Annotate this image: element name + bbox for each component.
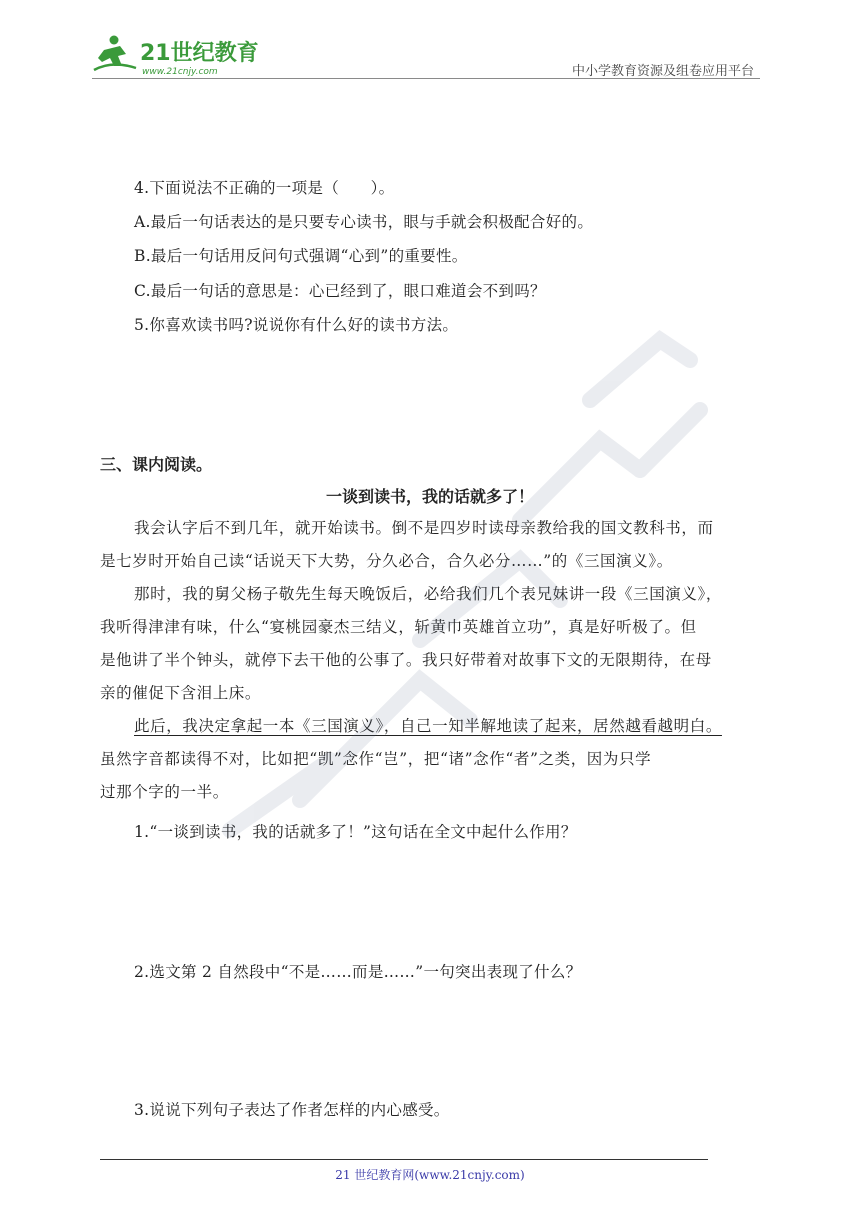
passage-body [100, 512, 764, 809]
passage-line: 那时，我的舅父杨子敬先生每天晚饭后，必给我们几个表兄妹讲一段《三国演义》， [134, 585, 722, 603]
footer-divider [100, 1159, 708, 1160]
passage-line: 我听得津津有味，什么“宴桃园豪杰三结义，斩黄巾英雄首立功”，真是好听极了。但 [100, 618, 697, 636]
reading-question-3: 3.说说下列句子表达了作者怎样的内心感受。 [134, 1101, 450, 1119]
footer-text: 21 世纪教育网(www.21cnjy.com) [335, 1168, 525, 1182]
option-b: B.最后一句话用反问句式强调“心到”的重要性。 [134, 247, 468, 265]
header-tagline: 中小学教育资源及组卷应用平台 [571, 64, 754, 79]
option-c: C.最后一句话的意思是：心已经到了，眼口难道会不到吗？ [134, 282, 546, 300]
passage-line: 过那个字的一半。 [100, 783, 229, 801]
site-logo [92, 30, 262, 80]
passage-line: 亲的催促下含泪上床。 [100, 684, 262, 702]
passage-line: 虽然字音都读得不对，比如把“凯”念作“岂”，把“诸”念作“者”之类，因为只学 [100, 750, 652, 768]
question-4: 4.下面说法不正确的一项是（ ）。 [134, 179, 395, 197]
option-a: A.最后一句话表达的是只要专心读书，眼与手就会积极配合好的。 [134, 213, 594, 231]
logo-text: 21世纪教育 [140, 41, 259, 66]
header-divider [92, 78, 760, 79]
runner-logo-icon [94, 36, 136, 71]
passage-line: 是他讲了半个钟头，就停下去干他的公事了。我只好带着对故事下文的无限期待，在母 [100, 651, 712, 669]
passage-line: 是七岁时开始自己读“话说天下大势，分久必合，合久必分……”的《三国演义》。 [100, 552, 673, 570]
underlined-sentence: 此后，我决定拿起一本《三国演义》，自己一知半解地读了起来，居然越看越明白。 [134, 717, 722, 735]
section-title: 三、课内阅读。 [100, 455, 213, 474]
reading-question-2: 2.选文第 2 自然段中“不是……而是……”一句突出表现了什么？ [134, 963, 582, 981]
logo-url: www.21cnjy.com [142, 67, 218, 77]
reading-question-1: 1.“一谈到读书，我的话就多了！”这句话在全文中起什么作用？ [134, 823, 577, 841]
passage-line: 我会认字后不到几年，就开始读书。倒不是四岁时读母亲教给我的国文教科书，而 [134, 519, 714, 537]
question-5: 5.你喜欢读书吗?说说你有什么好的读书方法。 [134, 316, 459, 334]
passage-title: 一谈到读书，我的话就多了！ [325, 487, 534, 506]
